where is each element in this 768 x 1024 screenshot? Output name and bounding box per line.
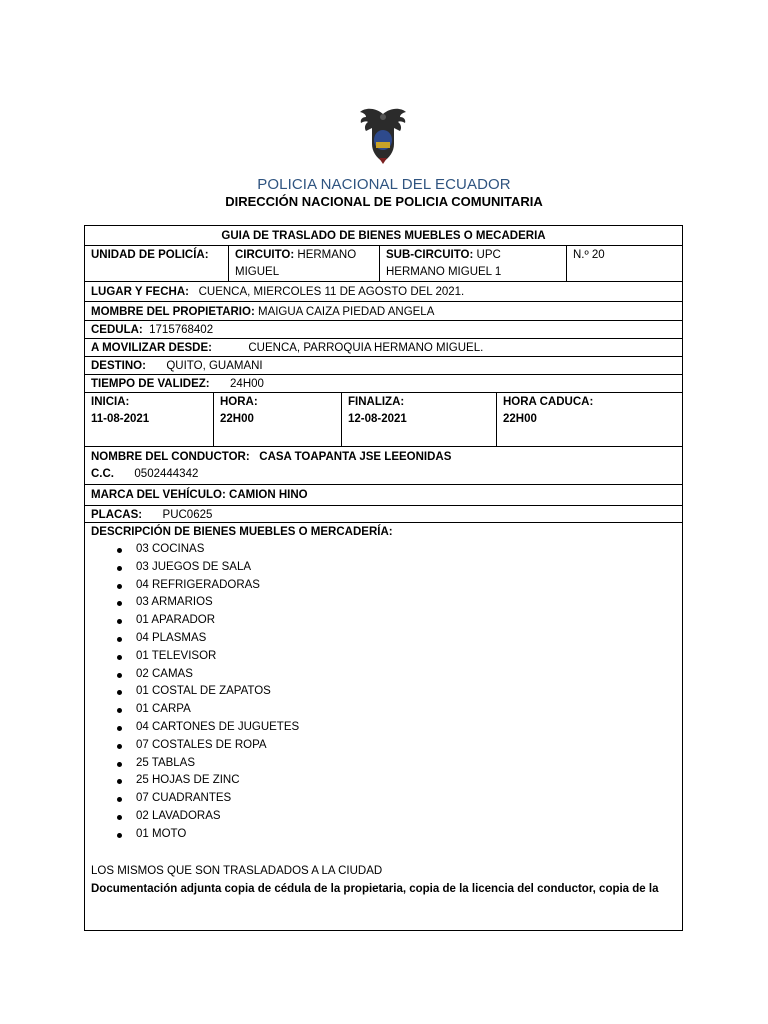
form-title: GUIA DE TRASLADO DE BIENES MUEBLES O MECADERIA bbox=[221, 230, 546, 242]
bullet-icon bbox=[117, 833, 122, 838]
circuit-label: CIRCUITO: bbox=[235, 249, 295, 261]
list-item: 01 CARPA bbox=[113, 701, 299, 719]
circuit-value-2: MIGUEL bbox=[235, 266, 280, 278]
org-name-primary: POLICIA NACIONAL DEL ECUADOR bbox=[257, 176, 511, 193]
destination-value: QUITO, GUAMANI bbox=[166, 360, 263, 372]
validity-value: 24H00 bbox=[230, 378, 264, 390]
driver-value: CASA TOAPANTA JSE LEEONIDAS bbox=[259, 451, 452, 463]
owner-label: MOMBRE DEL PROPIETARIO: bbox=[91, 306, 255, 318]
end-date-value: 12-08-2021 bbox=[348, 413, 407, 425]
id-label: CEDULA: bbox=[91, 324, 143, 336]
list-item: 04 CARTONES DE JUGUETES bbox=[113, 719, 299, 737]
attached-documents-note: Documentación adjunta copia de cédula de la propietaria, copia de la licencia del conductor, copia de la bbox=[91, 883, 659, 895]
id-row bbox=[85, 320, 682, 338]
goods-description-label: DESCRIPCIÓN DE BIENES MUEBLES O MERCADERÍA: bbox=[91, 526, 393, 538]
bullet-icon bbox=[117, 726, 122, 731]
list-item: 07 CUADRANTES bbox=[113, 790, 299, 808]
bullet-icon bbox=[117, 655, 122, 660]
place-date-row bbox=[85, 281, 682, 301]
bullet-icon bbox=[117, 548, 122, 553]
bullet-icon bbox=[117, 762, 122, 767]
expiry-time-value: 22H00 bbox=[503, 413, 537, 425]
bullet-icon bbox=[117, 708, 122, 713]
transfer-guide-form bbox=[84, 225, 683, 931]
validity-row bbox=[85, 374, 682, 392]
goods-list bbox=[113, 541, 299, 844]
validity-label: TIEMPO DE VALIDEZ: bbox=[91, 378, 210, 390]
bullet-icon bbox=[117, 673, 122, 678]
transfer-note: LOS MISMOS QUE SON TRASLADADOS A LA CIUDAD bbox=[91, 865, 383, 877]
destination-row bbox=[85, 356, 682, 374]
schedule-row bbox=[85, 392, 682, 446]
list-item: 03 ARMARIOS bbox=[113, 594, 299, 612]
bullet-icon bbox=[117, 619, 122, 624]
subcircuit-value-2: HERMANO MIGUEL 1 bbox=[386, 266, 502, 278]
id-value: 1715768402 bbox=[149, 324, 214, 336]
owner-value: MAIGUA CAIZA PIEDAD ANGELA bbox=[257, 306, 435, 318]
origin-value: CUENCA, PARROQUIA HERMANO MIGUEL. bbox=[248, 342, 484, 354]
list-item: 01 COSTAL DE ZAPATOS bbox=[113, 683, 299, 701]
vehicle-brand-row bbox=[85, 484, 682, 505]
org-name-secondary: DIRECCIÓN NACIONAL DE POLICIA COMUNITARIA bbox=[225, 194, 543, 209]
list-item: 03 COCINAS bbox=[113, 541, 299, 559]
start-date-label: INICIA: bbox=[91, 396, 130, 408]
driver-row bbox=[85, 446, 682, 484]
destination-label: DESTINO: bbox=[91, 360, 146, 372]
list-item: 03 JUEGOS DE SALA bbox=[113, 559, 299, 577]
list-item: 02 CAMAS bbox=[113, 666, 299, 684]
police-emblem-icon bbox=[358, 104, 408, 166]
subcircuit-label: SUB-CIRCUITO: bbox=[386, 249, 474, 261]
list-item: 02 LAVADORAS bbox=[113, 808, 299, 826]
bullet-icon bbox=[117, 601, 122, 606]
plates-row bbox=[85, 505, 682, 522]
unit-label: UNIDAD DE POLICÍA: bbox=[91, 249, 209, 261]
start-date-value: 11-08-2021 bbox=[91, 413, 150, 425]
bullet-icon bbox=[117, 690, 122, 695]
list-item: 04 PLASMAS bbox=[113, 630, 299, 648]
end-date-label: FINALIZA: bbox=[348, 396, 405, 408]
driver-id-value: 0502444342 bbox=[134, 468, 199, 480]
bullet-icon bbox=[117, 637, 122, 642]
driver-label: NOMBRE DEL CONDUCTOR: bbox=[91, 451, 250, 463]
plates-label: PLACAS: bbox=[91, 509, 143, 521]
list-item: 01 TELEVISOR bbox=[113, 648, 299, 666]
circuit-value-1: HERMANO bbox=[297, 249, 357, 261]
vehicle-brand-value: CAMION HINO bbox=[229, 489, 308, 501]
form-title-row bbox=[85, 226, 682, 245]
place-date-value: CUENCA, MIERCOLES 11 DE AGOSTO DEL 2021. bbox=[198, 286, 465, 298]
vehicle-brand-label: MARCA DEL VEHÍCULO: bbox=[91, 489, 226, 501]
list-item: 25 TABLAS bbox=[113, 755, 299, 773]
bullet-icon bbox=[117, 797, 122, 802]
list-item: 01 APARADOR bbox=[113, 612, 299, 630]
list-item: 07 COSTALES DE ROPA bbox=[113, 737, 299, 755]
bullet-icon bbox=[117, 815, 122, 820]
bullet-icon bbox=[117, 584, 122, 589]
list-item: 01 MOTO bbox=[113, 826, 299, 844]
owner-row bbox=[85, 301, 682, 320]
bullet-icon bbox=[117, 566, 122, 571]
plates-value: PUC0625 bbox=[162, 509, 213, 521]
unit-row bbox=[85, 245, 682, 281]
list-item: 25 HOJAS DE ZINC bbox=[113, 772, 299, 790]
list-item: 04 REFRIGERADORAS bbox=[113, 577, 299, 595]
driver-id-label: C.C. bbox=[91, 468, 114, 480]
origin-label: A MOVILIZAR DESDE: bbox=[91, 342, 212, 354]
place-date-label: LUGAR Y FECHA: bbox=[91, 286, 189, 298]
document-number: N.º 20 bbox=[573, 249, 605, 261]
expiry-time-label: HORA CADUCA: bbox=[503, 396, 594, 408]
bullet-icon bbox=[117, 779, 122, 784]
start-time-value: 22H00 bbox=[220, 413, 254, 425]
subcircuit-value-1: UPC bbox=[476, 249, 501, 261]
bullet-icon bbox=[117, 744, 122, 749]
goods-description-section bbox=[85, 522, 682, 930]
start-time-label: HORA: bbox=[220, 396, 258, 408]
origin-row bbox=[85, 338, 682, 356]
